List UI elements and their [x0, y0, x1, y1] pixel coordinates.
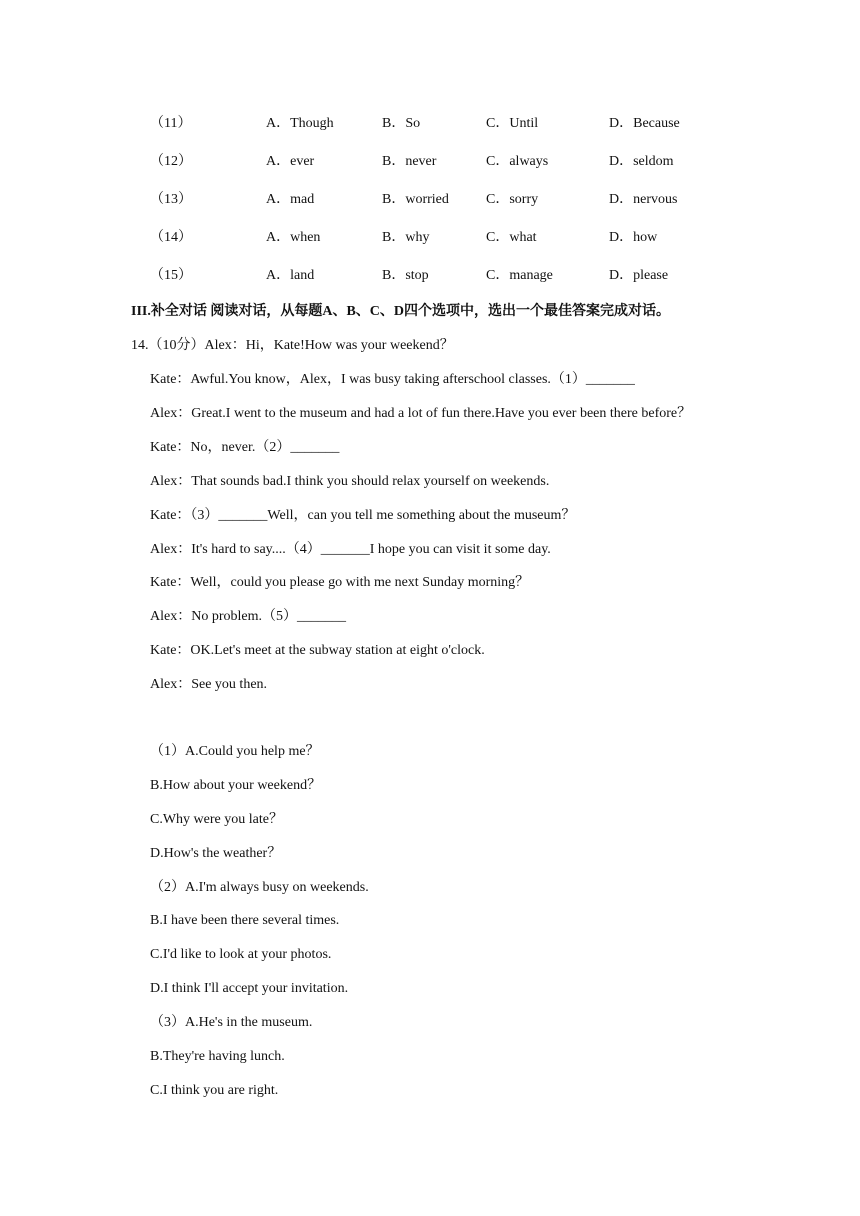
dialogue-line: Alex：See you then.	[150, 677, 268, 692]
answer-option: （2）A.I'm always busy on weekends.	[150, 880, 369, 895]
answer-option: B.How about your weekend？	[150, 778, 322, 793]
answer-option: C.I think you are right.	[150, 1083, 279, 1098]
answer-option: D.I think I'll accept your invitation.	[150, 981, 349, 996]
option-c: C．manage	[486, 268, 553, 283]
dialogue-line: Kate：Awful.You know，Alex，I was busy taking afterschool classes.（1）_______	[150, 372, 635, 387]
option-b: B．worried	[382, 192, 449, 207]
option-c: C．sorry	[486, 192, 539, 207]
answer-option: C.I'd like to look at your photos.	[150, 947, 332, 962]
option-d: D．how	[609, 230, 658, 245]
option-c: C．always	[486, 154, 549, 169]
option-b: B．So	[382, 116, 421, 131]
answer-option: （3）A.He's in the museum.	[150, 1015, 313, 1030]
option-b: B．why	[382, 230, 430, 245]
option-a: A．mad	[266, 192, 315, 207]
option-number: （12）	[150, 154, 192, 169]
option-row-14	[0, 228, 860, 248]
option-d: D．seldom	[609, 154, 674, 169]
answer-option: B.I have been there several times.	[150, 913, 340, 928]
option-b: B．never	[382, 154, 437, 169]
dialogue-line: Alex：No problem.（5）_______	[150, 609, 346, 624]
question-title: 14.（10分）Alex：Hi，Kate!How was your weekend？	[131, 338, 454, 353]
answer-option: C.Why were you late？	[150, 812, 283, 827]
option-row-11	[0, 114, 860, 134]
dialogue-line: Kate：（3）_______Well，can you tell me something about the museum？	[150, 508, 576, 523]
section-heading: III.补全对话 阅读对话，从每题A、B、C、D四个选项中，选出一个最佳答案完成对话。	[131, 304, 671, 319]
option-row-15	[0, 266, 860, 286]
option-number: （15）	[150, 268, 192, 283]
option-d: D．Because	[609, 116, 680, 131]
answer-option: （1）A.Could you help me？	[150, 744, 320, 759]
option-d: D．please	[609, 268, 669, 283]
option-number: （14）	[150, 230, 192, 245]
dialogue-line: Alex：It's hard to say....（4）_______I hope you can visit it some day.	[150, 542, 551, 557]
dialogue-line: Alex：Great.I went to the museum and had a lot of fun there.Have you ever been there before？	[150, 406, 692, 421]
option-a: A．land	[266, 268, 315, 283]
option-c: C．what	[486, 230, 537, 245]
option-d: D．nervous	[609, 192, 678, 207]
option-number: （11）	[150, 116, 192, 131]
option-row-12	[0, 152, 860, 172]
dialogue-line: Kate：No，never.（2）_______	[150, 440, 340, 455]
dialogue-line: Alex：That sounds bad.I think you should relax yourself on weekends.	[150, 474, 550, 489]
dialogue-line: Kate：OK.Let's meet at the subway station at eight o'clock.	[150, 643, 485, 658]
dialogue-line: Kate：Well，could you please go with me next Sunday morning？	[150, 575, 530, 590]
option-a: A．ever	[266, 154, 315, 169]
option-a: A．when	[266, 230, 321, 245]
answer-option: B.They're having lunch.	[150, 1049, 285, 1064]
option-row-13	[0, 190, 860, 210]
answer-option: D.How's the weather？	[150, 846, 282, 861]
option-a: A．Though	[266, 116, 334, 131]
option-c: C．Until	[486, 116, 539, 131]
option-number: （13）	[150, 192, 192, 207]
option-b: B．stop	[382, 268, 429, 283]
